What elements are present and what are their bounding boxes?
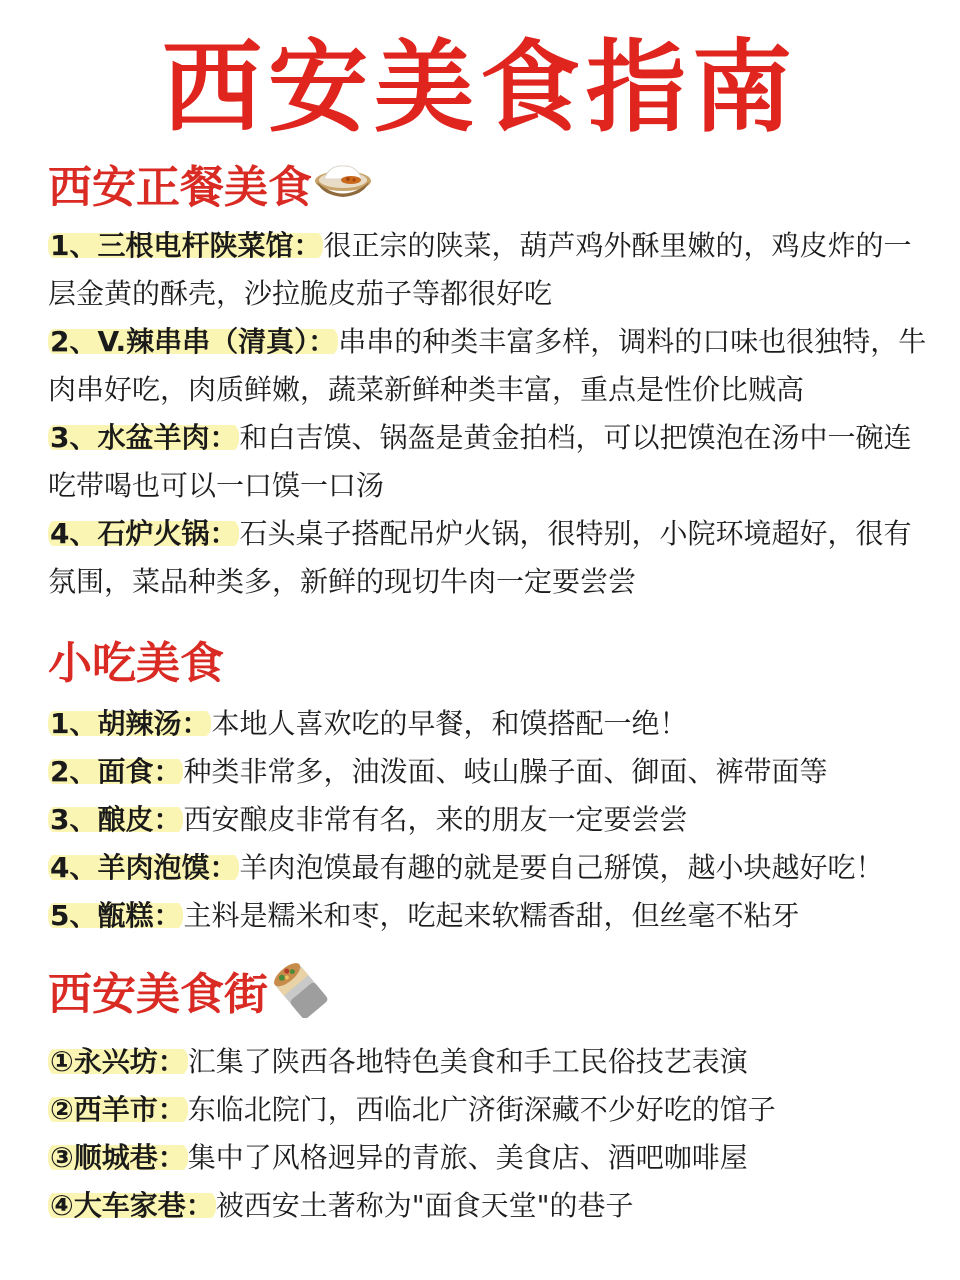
item-label: ②西羊市： bbox=[50, 1093, 186, 1126]
item-label: 1、胡辣汤： bbox=[50, 707, 210, 740]
list-item bbox=[48, 1134, 938, 1182]
item-description: 石头桌子搭配吊炉火锅，很特别，小院环境超好，很有氛围，菜品种类多，新鲜的现切牛肉一定要尝尝 bbox=[48, 517, 912, 598]
item-description: 汇集了陕西各地特色美食和手工民俗技艺表演 bbox=[187, 1045, 748, 1078]
item-label: 2、V.辣串串（清真）： bbox=[50, 325, 337, 358]
item-description: 主料是糯米和枣，吃起来软糯香甜，但丝毫不粘牙 bbox=[183, 899, 800, 932]
item-label: 3、水盆羊肉： bbox=[50, 421, 238, 454]
list-item bbox=[48, 1182, 938, 1230]
list-item bbox=[48, 1086, 938, 1134]
item-label: 4、羊肉泡馍： bbox=[50, 851, 238, 884]
item-label: 2、面食： bbox=[50, 755, 182, 788]
item-description: 西安酿皮非常有名，来的朋友一定要尝尝 bbox=[183, 803, 688, 836]
item-description: 羊肉泡馍最有趣的就是要自己掰馍，越小块越好吃！ bbox=[239, 851, 884, 884]
list-item bbox=[48, 748, 938, 796]
section-heading-main-meals bbox=[48, 160, 372, 219]
list-item bbox=[48, 1038, 938, 1086]
list-item bbox=[48, 318, 938, 414]
item-label: ③顺城巷： bbox=[50, 1141, 186, 1174]
list-item bbox=[48, 796, 938, 844]
rice-bowl-icon bbox=[314, 161, 372, 219]
burrito-icon bbox=[270, 962, 330, 1032]
list-item bbox=[48, 510, 938, 606]
section-heading-food-streets bbox=[48, 962, 330, 1032]
list-item bbox=[48, 844, 938, 892]
snacks-list bbox=[48, 700, 938, 940]
item-description: 东临北院门，西临北广济街深藏不少好吃的馆子 bbox=[187, 1093, 776, 1126]
item-label: ①永兴坊： bbox=[50, 1045, 186, 1078]
list-item bbox=[48, 414, 938, 510]
list-item bbox=[48, 222, 938, 318]
item-description: 本地人喜欢吃的早餐，和馍搭配一绝！ bbox=[211, 707, 688, 740]
item-label: ④大车家巷： bbox=[50, 1189, 214, 1222]
item-description: 和白吉馍、锅盔是黄金拍档，可以把馍泡在汤中一碗连吃带喝也可以一口馍一口汤 bbox=[48, 421, 912, 502]
item-description: 种类非常多，油泼面、岐山臊子面、御面、裤带面等 bbox=[183, 755, 828, 788]
list-item bbox=[48, 892, 938, 940]
section-heading-text: 西安美食街 bbox=[48, 969, 268, 1020]
food-streets-list bbox=[48, 1038, 938, 1230]
item-description: 被西安土著称为"面食天堂"的巷子 bbox=[215, 1189, 634, 1222]
list-item bbox=[48, 700, 938, 748]
page-title: 西安美食指南 bbox=[162, 29, 798, 146]
item-label: 3、酿皮： bbox=[50, 803, 182, 836]
item-description: 很正宗的陕菜，葫芦鸡外酥里嫩的，鸡皮炸的一层金黄的酥壳，沙拉脆皮茄子等都很好吃 bbox=[48, 229, 912, 310]
item-label: 5、甑糕： bbox=[50, 899, 182, 932]
main-meals-list bbox=[48, 222, 938, 606]
item-description: 集中了风格迥异的青旅、美食店、酒吧咖啡屋 bbox=[187, 1141, 748, 1174]
item-label: 4、石炉火锅： bbox=[50, 517, 238, 550]
item-label: 1、三根电杆陕菜馆： bbox=[50, 229, 322, 262]
section-heading-snacks: 小吃美食 bbox=[48, 638, 224, 689]
section-heading-text: 西安正餐美食 bbox=[48, 162, 312, 213]
item-description: 串串的种类丰富多样，调料的口味也很独特，牛肉串好吃，肉质鲜嫩，蔬菜新鲜种类丰富，重点是性价比贼高 bbox=[48, 325, 927, 406]
